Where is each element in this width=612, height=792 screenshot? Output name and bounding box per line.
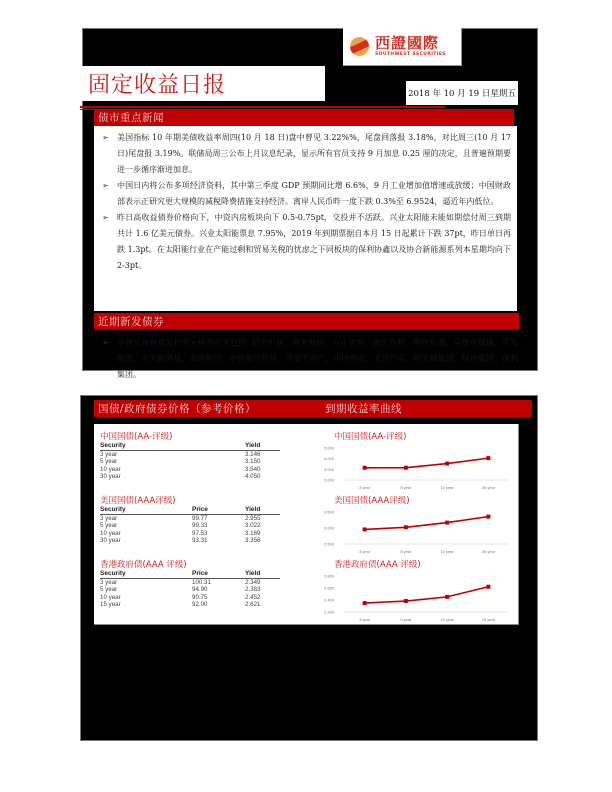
x-tick-label: 5 year [400, 485, 412, 490]
table-row [100, 515, 280, 523]
x-tick-label: 30 year [481, 485, 496, 490]
data-point-marker [363, 466, 367, 470]
col-yield: Yield [245, 570, 280, 579]
cell-security: 30 year [100, 473, 121, 481]
col-security: Security [100, 442, 192, 451]
report-date-box [406, 81, 518, 105]
y-tick-label: 3.500 [324, 509, 335, 515]
y-tick-label: 2.600 [324, 585, 335, 591]
cell-price: 93.31 [192, 537, 208, 545]
brand-name-cn: 西證國際 [375, 33, 440, 52]
report-title-box [80, 66, 325, 101]
new-bonds-item-text: 早前公布有意发行美元债券企业包括: 招金矿业、国家电投、方正证券、浙江吉利、柳州东通、常德市城建、华发集团、光大新鸿基、海南航空、中银航空租赁、平安不动产、中国铝业、北京汽车、阳光城集团、绿地集团、保利集团。 [117, 338, 518, 379]
x-tick-label: 3 year [359, 485, 371, 490]
cell-security: 10 year [100, 529, 121, 537]
title-divider [80, 106, 445, 108]
section-header-news [94, 109, 514, 126]
data-point-marker [363, 601, 367, 605]
y-tick-label: 2.000 [324, 477, 335, 483]
cell-price [192, 451, 245, 459]
y-tick-label: 5.000 [324, 445, 335, 451]
news-item-text: 美国指标 10 年期美债收益率周四(10 月 18 日)盘中曾见 3.22%%，尾盘回落报 3.18%，对比周三(10 月 17 日)尾盘报 3.19%。联储局周三公布上月议息纪录，显示所有官员支持 9 月加息 0.25 厘的决定，且普遍预期要进一步循序渐进加息。 [117, 133, 511, 174]
cell-price [192, 458, 245, 465]
series-line [365, 587, 489, 603]
data-point-marker [445, 462, 449, 466]
bullet-arrow-icon: ➢ [102, 181, 109, 190]
table-row [100, 522, 280, 529]
section-header-new-bonds [94, 313, 519, 329]
line-chart [320, 506, 515, 556]
news-item [94, 130, 511, 178]
cell-security: 3 year [100, 579, 118, 586]
section-title-yield-curve: 到期收益率曲线 [325, 403, 402, 415]
cell-yield: 3.540 [245, 465, 261, 473]
cell-price: 100.31 [192, 579, 211, 586]
table-row [100, 579, 280, 587]
news-item-text: 中国日内将公布多项经济资料，其中第三季度 GDP 预期同比增 6.6%，9 月工业增加值增速或放缓；中国财政部表示正研究更大规模的减税降费措施支持经济。离岸人民币昨一度下跌 0.3%至 6.9524，逼近年内低位。 [117, 181, 511, 206]
series-line [365, 458, 489, 468]
bond-table [100, 442, 280, 481]
x-tick-label: 5 year [400, 617, 412, 622]
table-hk-govt-bonds [100, 560, 300, 609]
data-point-marker [445, 521, 449, 525]
table-row [100, 530, 280, 537]
news-item [94, 210, 511, 274]
chart-hk-yield-curve [320, 560, 515, 624]
brand-name-en: SOUTHWEST SECURITIES [375, 51, 446, 57]
table-row [100, 466, 280, 473]
x-tick-label: 5 year [400, 549, 412, 554]
cell-yield: 3.150 [245, 458, 261, 466]
x-tick-label: 10 year [440, 549, 454, 554]
report-date: 2018 年 10 月 19 日星期五 [408, 89, 516, 99]
table-header-row [100, 570, 280, 579]
table-title: 中国国债(AA-评级) [100, 432, 173, 442]
cell-yield: 3.022 [245, 522, 261, 530]
cell-security: 10 year [100, 465, 121, 473]
col-price: Price [192, 506, 245, 515]
line-chart [320, 570, 515, 624]
cell-yield: 4.050 [245, 473, 261, 481]
chart-title: 中国国债(AA-评级) [334, 432, 407, 442]
cell-security: 3 year [100, 451, 118, 458]
cell-yield: 2.955 [245, 515, 261, 522]
bullet-arrow-icon: ➢ [102, 133, 109, 142]
logo-emblem-icon [350, 37, 369, 56]
line-chart [320, 442, 515, 492]
x-tick-label: 3 year [359, 549, 371, 554]
chart-china-yield-curve [320, 432, 515, 492]
cell-yield: 2.452 [245, 593, 261, 601]
table-china-bonds [100, 432, 300, 481]
table-title: 美国国债(AAA评级) [100, 496, 176, 506]
section-header-prices [94, 400, 531, 417]
prices-panel [94, 424, 519, 625]
brand-logo [343, 28, 462, 66]
cell-security: 10 year [100, 593, 121, 601]
data-point-marker [445, 595, 449, 599]
bond-table [100, 570, 280, 609]
x-tick-label: 10 year [440, 485, 454, 490]
news-panel [94, 126, 517, 311]
new-bonds-item [94, 335, 518, 383]
cell-price: 94.90 [192, 586, 208, 594]
cell-price: 99.77 [192, 515, 208, 522]
x-tick-label: 10 year [440, 617, 454, 622]
table-header-row [100, 506, 280, 515]
bullet-arrow-icon: ➢ [102, 213, 109, 222]
section-title-new-bonds: 近期新发债券 [98, 315, 164, 328]
y-tick-label: 4.000 [324, 456, 335, 462]
section-title-news: 债市重点新闻 [98, 112, 164, 124]
data-point-marker [404, 466, 408, 470]
new-bonds-panel [94, 335, 524, 383]
table-row [100, 458, 280, 465]
x-tick-label: 15 year [481, 617, 496, 622]
data-point-marker [363, 527, 367, 531]
cell-security: 5 year [100, 522, 118, 530]
cell-price: 92.00 [192, 601, 208, 609]
cell-yield: 2.349 [245, 579, 261, 586]
news-item-text: 昨日高收益债券价格向下，中资内房板块向下 0.5-0.75pt，交投并不活跃。兴业太阳能未能如期偿付周三到期共计 1.6 亿美元债券。兴业太阳能票息 7.95%，2019 年到期票据自本月 15 日起累计下跌 37pt，昨日单日再跌 1.3pt。在太阳能行业在产能过剩和贸易关税的忧虑之下同板块的保利协鑫以及协合新能源系列本星期均向下 2-3pt。 [117, 213, 511, 270]
x-tick-label: 3 year [359, 617, 371, 622]
cell-yield: 2.383 [245, 586, 261, 594]
y-tick-label: 2.400 [324, 597, 335, 603]
y-tick-label: 3.000 [324, 466, 335, 472]
table-row [100, 601, 280, 608]
chart-title: 美国国债(AAA评级) [334, 496, 410, 506]
cell-yield: 2.621 [245, 601, 261, 609]
section-title-prices: 国债/政府债券价格（参考价格） [98, 403, 257, 415]
table-title: 香港政府债(AAA 评级) [100, 560, 187, 570]
cell-price: 90.75 [192, 593, 208, 601]
report-title: 固定收益日报 [88, 73, 227, 98]
news-item [94, 178, 511, 210]
chart-us-yield-curve [320, 496, 515, 556]
cell-price: 97.53 [192, 529, 208, 537]
cell-yield: 3.169 [245, 529, 261, 537]
y-tick-label: 2.200 [324, 609, 335, 615]
news-list [94, 126, 517, 274]
table-row [100, 537, 280, 544]
y-tick-label: 2.500 [324, 541, 335, 547]
chart-title: 香港政府债(AAA 评级) [334, 560, 421, 570]
bullet-arrow-icon: ➢ [102, 338, 109, 347]
data-point-marker [486, 456, 490, 460]
cell-price [192, 473, 245, 480]
table-row [100, 586, 280, 593]
table-row [100, 451, 280, 459]
col-price [192, 442, 245, 451]
col-yield: Yield [245, 506, 280, 515]
new-bonds-list [94, 335, 524, 383]
y-tick-label: 2.800 [324, 573, 335, 579]
cell-security: 3 year [100, 515, 118, 522]
table-row [100, 594, 280, 601]
cell-yield: 3.146 [245, 451, 261, 458]
y-tick-label: 3.000 [324, 525, 335, 531]
data-point-marker [404, 599, 408, 603]
table-row [100, 473, 280, 480]
x-tick-label: 30 year [481, 549, 496, 554]
cell-security: 30 year [100, 537, 121, 545]
col-security: Security [100, 570, 192, 579]
cell-yield: 3.356 [245, 537, 261, 545]
bond-table [100, 506, 280, 545]
col-price: Price [192, 570, 245, 579]
cell-price: 99.33 [192, 522, 208, 530]
table-header-row [100, 442, 280, 451]
col-yield: Yield [245, 442, 280, 451]
data-point-marker [404, 525, 408, 529]
cell-security: 5 year [100, 586, 118, 594]
series-line [365, 517, 489, 530]
table-us-treasuries [100, 496, 300, 545]
data-point-marker [486, 515, 490, 519]
cell-price [192, 466, 245, 473]
data-point-marker [486, 585, 490, 589]
cell-security: 5 year [100, 458, 118, 466]
col-security: Security [100, 506, 192, 515]
cell-security: 15 year [100, 601, 121, 609]
